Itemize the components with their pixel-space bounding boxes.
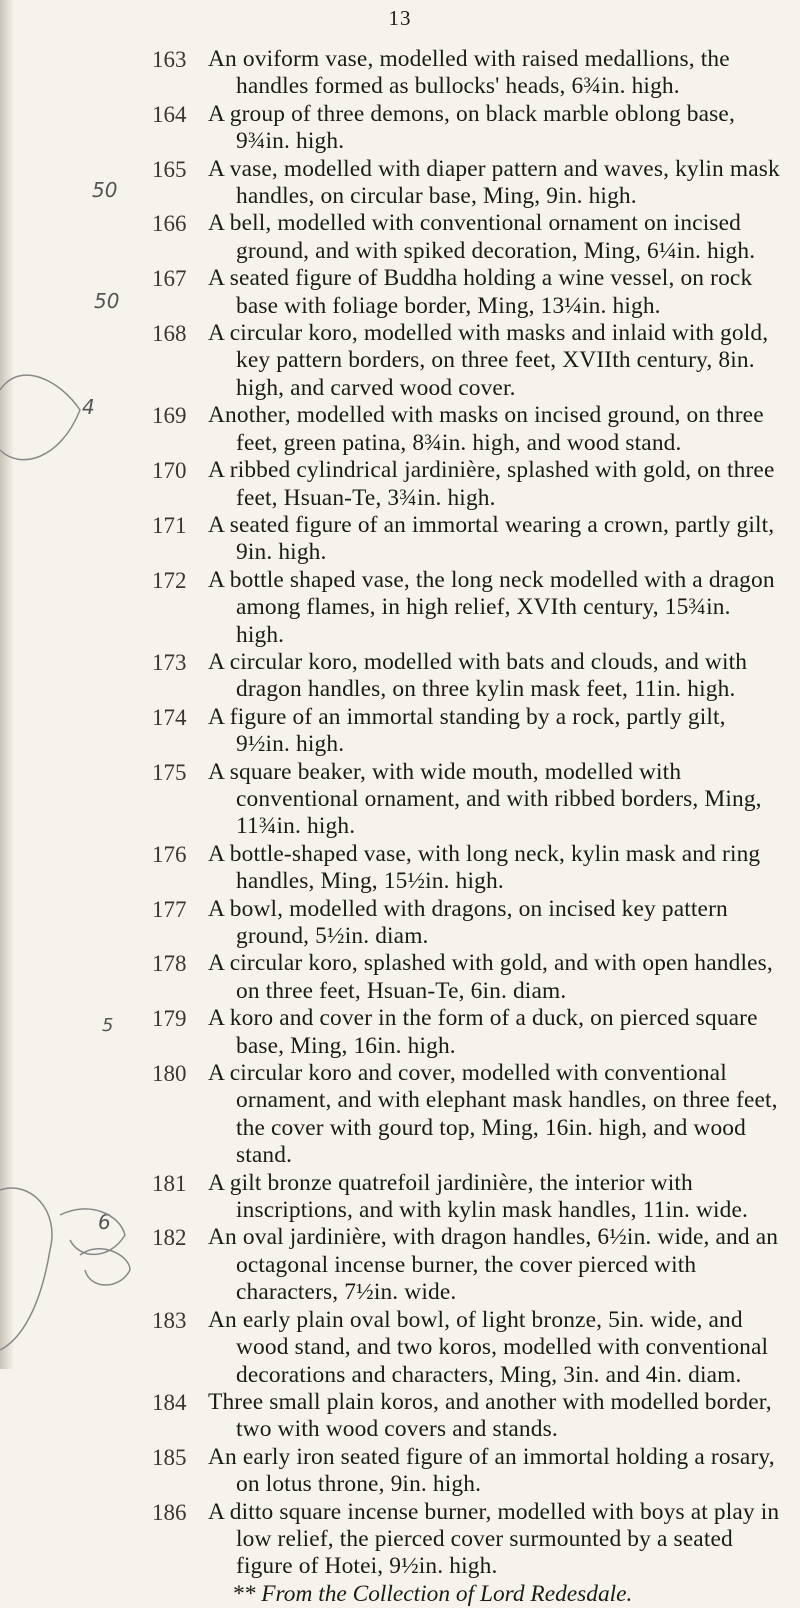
lot-description: [208, 1389, 782, 1444]
lot-number: 175: [152, 759, 187, 785]
lot-description-text: A vase, modelled with diaper pattern and waves, kylin mask handles, on circular base, Ming, 9in. high.: [208, 155, 780, 210]
lot-entry: [150, 567, 782, 649]
lot-description-text: A gilt bronze quatrefoil jardinière, the interior with inscriptions, and with kylin mask handles, 11in. wide.: [208, 1169, 749, 1224]
lot-description-text: A ditto square incense burner, modelled with boys at play in low relief, the pierced cover surmounted by a seated figure of Hotei, 9½in. high.: [208, 1498, 780, 1580]
lot-number: 180: [152, 1061, 187, 1087]
lot-description-text: A bowl, modelled with dragons, on incised key pattern ground, 5½in. diam.: [208, 895, 728, 949]
lot-description-text: An early plain oval bowl, of light bronze, 5in. wide, and wood stand, and two koros, modelled with conventional decorations and characters, Ming, 3in. and 4in. diam.: [208, 1306, 769, 1388]
lot-list: [150, 46, 782, 1608]
lot-description: [208, 1060, 782, 1170]
lot-entry: [150, 1224, 782, 1306]
lot-description: [208, 649, 782, 704]
lot-description-text: A ribbed cylindrical jardinière, splashed with gold, on three feet, Hsuan-Te, 3¾in. high.: [208, 457, 775, 511]
lot-number: 181: [152, 1170, 187, 1196]
lot-number: 166: [152, 211, 187, 237]
margin-mark-174: 4: [82, 395, 95, 419]
lot-description: [208, 759, 782, 841]
lot-entry: [150, 649, 782, 704]
lot-entry: [150, 156, 782, 211]
margin-mark-167: 50: [92, 178, 118, 202]
lot-description: [208, 1499, 782, 1581]
lot-entry: [150, 759, 782, 841]
lot-number: 182: [152, 1225, 187, 1251]
lot-number: 184: [152, 1389, 187, 1415]
lot-number: 164: [152, 101, 187, 127]
lot-entry: [150, 320, 782, 402]
margin-mark-185: 6: [98, 1210, 111, 1234]
margin-mark-182: 5: [102, 1015, 114, 1036]
lot-description-text: An early iron seated figure of an immortal holding a rosary, on lotus throne, 9in. high.: [208, 1443, 775, 1498]
lot-number: 185: [152, 1444, 187, 1470]
lot-number: 179: [152, 1006, 187, 1032]
lot-entry: [150, 1307, 782, 1389]
lot-description: [208, 1307, 782, 1389]
lot-description-text: A circular koro, modelled with masks and inlaid with gold, key pattern borders, on three feet, XVIIth century, 8in. high, and carved wood cover.: [208, 320, 769, 401]
lot-number: 169: [152, 403, 187, 429]
lot-description: [208, 1224, 782, 1306]
lot-entry: [150, 101, 782, 156]
lot-number: 186: [152, 1499, 187, 1525]
lot-number: 168: [152, 321, 187, 347]
lot-description: [208, 46, 782, 101]
lot-description-text: A koro and cover in the form of a duck, on pierced square base, Ming, 16in. high.: [208, 1005, 758, 1059]
lot-description-text: A bottle-shaped vase, with long neck, kylin mask and ring handles, Ming, 15½in. high.: [208, 840, 761, 895]
lot-number: 172: [152, 567, 187, 593]
lot-entry: [150, 1499, 782, 1581]
lot-entry: [150, 1444, 782, 1499]
lot-description-text: An oviform vase, modelled with raised medallions, the handles formed as bullocks' heads, 6¾in. high.: [208, 46, 730, 100]
lot-description: [208, 457, 782, 512]
lot-description-text: A bell, modelled with conventional ornament on incised ground, and with spiked decoration, Ming, 6¼in. high.: [208, 210, 756, 264]
lot-entry: [150, 1389, 782, 1444]
lot-description: [208, 156, 782, 211]
lot-description-text: Another, modelled with masks on incised ground, on three feet, green patina, 8¾in. high, and wood stand.: [208, 402, 764, 456]
lot-description-text: A seated figure of an immortal wearing a crown, partly gilt, 9in. high.: [208, 511, 775, 566]
lot-entry: [150, 46, 782, 101]
lot-entry: [150, 1005, 782, 1060]
lot-number: 167: [152, 266, 187, 292]
lot-description: [208, 210, 782, 265]
lot-description: [208, 567, 782, 649]
lot-entry: [150, 841, 782, 896]
lot-description-text: A group of three demons, on black marble oblong base, 9¾in. high.: [208, 100, 735, 155]
lot-entry: [150, 265, 782, 320]
lot-entry: [150, 896, 782, 951]
lot-description: [208, 101, 782, 156]
lot-description: [208, 512, 782, 567]
lot-description: [208, 704, 782, 759]
lot-entry: [150, 512, 782, 567]
lot-number: 177: [152, 896, 187, 922]
lot-description-text: A circular koro, modelled with bats and clouds, and with dragon handles, on three kylin mask feet, 11in. high.: [208, 648, 748, 703]
lot-description: [208, 1444, 782, 1499]
lot-description: [208, 1170, 782, 1225]
collection-footnote: ** From the Collection of Lord Redesdale.: [232, 1580, 633, 1607]
lot-number: 171: [152, 512, 187, 538]
lot-number: 173: [152, 649, 187, 675]
lot-entry: [150, 1170, 782, 1225]
lot-description-text: A seated figure of Buddha holding a wine vessel, on rock base with foliage border, Ming, 13¼in. high.: [208, 265, 753, 319]
lot-description: [208, 841, 782, 896]
lot-description-text: An oval jardinière, with dragon handles, 6½in. wide, and an octagonal incense burner, the cover pierced with characters, 7½in. wide.: [208, 1224, 779, 1306]
lot-number: 174: [152, 704, 187, 730]
lot-description: [208, 265, 782, 320]
lot-number: 178: [152, 951, 187, 977]
lot-number: 183: [152, 1307, 187, 1333]
margin-mark-171: 50: [94, 289, 120, 313]
lot-number: 163: [152, 47, 187, 72]
lot-description-text: A circular koro, splashed with gold, and with open handles, on three feet, Hsuan-Te, 6in. diam.: [208, 950, 773, 1004]
lot-description-text: A figure of an immortal standing by a rock, partly gilt, 9½in. high.: [208, 703, 726, 758]
lot-description: [208, 950, 782, 1005]
lot-entry: [150, 1060, 782, 1170]
lot-description: [208, 1005, 782, 1060]
lot-description: [208, 896, 782, 951]
lot-entry: [150, 210, 782, 265]
margin-doodle: [0, 0, 150, 1369]
page-number: 13: [388, 6, 412, 30]
handwritten-margin-notes: [0, 0, 150, 1369]
lot-description-text: A square beaker, with wide mouth, modelled with conventional ornament, and with ribbed borders, Ming, 11¾in. high.: [208, 758, 762, 840]
lot-description-text: A circular koro and cover, modelled with conventional ornament, and with elephant mask handles, on three feet, the cover with gourd top, Ming, 16in. high, and wood stand.: [208, 1060, 778, 1169]
lot-entry: [150, 402, 782, 457]
lot-entry: [150, 950, 782, 1005]
lot-description-text: A bottle shaped vase, the long neck modelled with a dragon among flames, in high relief, XVIth century, 15¾in. high.: [208, 566, 775, 648]
lot-description-text: Three small plain koros, and another with modelled border, two with wood covers and stands.: [208, 1388, 772, 1443]
lot-number: 176: [152, 841, 187, 867]
lot-entry: [150, 457, 782, 512]
lot-description: [208, 402, 782, 457]
lot-number: 170: [152, 458, 187, 484]
lot-entry: [150, 704, 782, 759]
lot-number: 165: [152, 156, 187, 182]
lot-description: [208, 320, 782, 402]
